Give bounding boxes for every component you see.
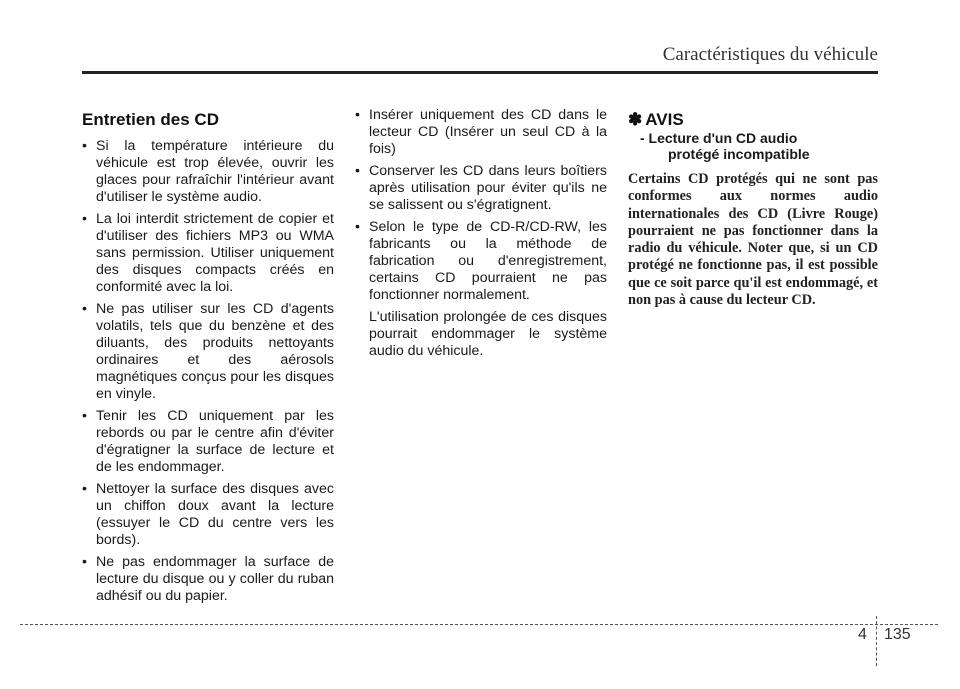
section-title: Entretien des CD (82, 110, 219, 129)
list-item: • Ne pas endommager la surface de lecture du disque ou y coller du ruban adhésif ou du papier. (82, 554, 334, 604)
bullet-icon: • (355, 163, 360, 179)
bullet-icon: • (355, 219, 360, 235)
chapter-number: 4 (858, 626, 867, 643)
footer-rule (20, 624, 938, 625)
notice-title-text: AVIS (645, 110, 684, 129)
list-item: • Ne pas utiliser sur les CD d'agents volatils, tels que du benzène et des diluants, des produits nettoyants ordinaires et des aérosols magnétiques conçus pour les disques en vinyle. (82, 301, 334, 402)
bullet-icon: • (355, 107, 360, 123)
list-item: • Tenir les CD uniquement par les rebords ou par le centre afin d'éviter d'égratigner la surface de lecture et de les endommager. (82, 408, 334, 475)
header-rule (82, 71, 878, 74)
bullet-icon: • (82, 138, 87, 154)
bullet-icon: • (82, 301, 87, 317)
bullet-icon: • (82, 554, 87, 570)
header-title: Caractéristiques du véhicule (662, 44, 878, 65)
notice-body: Certains CD protégés qui ne sont pas conformes aux normes audio internationales des CD (Livre Rouge) pourraient ne pas fonctionner dans la radio du véhicule. Noter que, si un CD protégé ne fonctionne pas, il est possible que ce soit parce qu'il est endommagé, et non pas à cause du lecteur CD. (628, 171, 878, 309)
asterisk-icon: ✽ (628, 110, 643, 129)
list-item: • Conserver les CD dans leurs boîtiers après utilisation pour éviter qu'ils ne se salissent ou s'égratignent. (355, 163, 607, 213)
notice-box (628, 110, 878, 309)
notice-title (628, 110, 878, 130)
list-item: • Nettoyer la surface des disques avec un chiffon doux avant la lecture (essuyer le CD du centre vers les bords). (82, 481, 334, 548)
extra-paragraph: L'utilisation prolongée de ces disques pourrait endommager le système audio du véhicule. (369, 309, 607, 359)
list-item: • Si la température intérieure du véhicule est trop élevée, ouvrir les glaces pour rafraîchir l'intérieur avant d'utiliser le système audio. (82, 138, 334, 205)
bullet-icon: • (82, 408, 87, 424)
cd-care-list-2 (355, 107, 607, 304)
footer-divider (876, 616, 877, 666)
list-item: • La loi interdit strictement de copier et d'utiliser des fichiers MP3 ou WMA sans permission. Utiliser uniquement des disques compacts créés en conformité avec la loi. (82, 211, 334, 295)
notice-subtitle: - Lecture d'un CD audio protégé incompatible (640, 130, 810, 162)
list-item: • Insérer uniquement des CD dans le lecteur CD (Insérer un seul CD à la fois) (355, 107, 607, 157)
page-number: 135 (884, 626, 911, 643)
bullet-icon: • (82, 211, 87, 227)
list-item: • Selon le type de CD-R/CD-RW, les fabricants ou la méthode de fabrication ou d'enregistrement, certains CD pourraient ne pas fonctionner normalement. (355, 219, 607, 303)
cd-care-list (82, 138, 334, 605)
column-cd-care (82, 110, 334, 610)
column-cd-care-continued (355, 107, 607, 360)
bullet-icon: • (82, 481, 87, 497)
